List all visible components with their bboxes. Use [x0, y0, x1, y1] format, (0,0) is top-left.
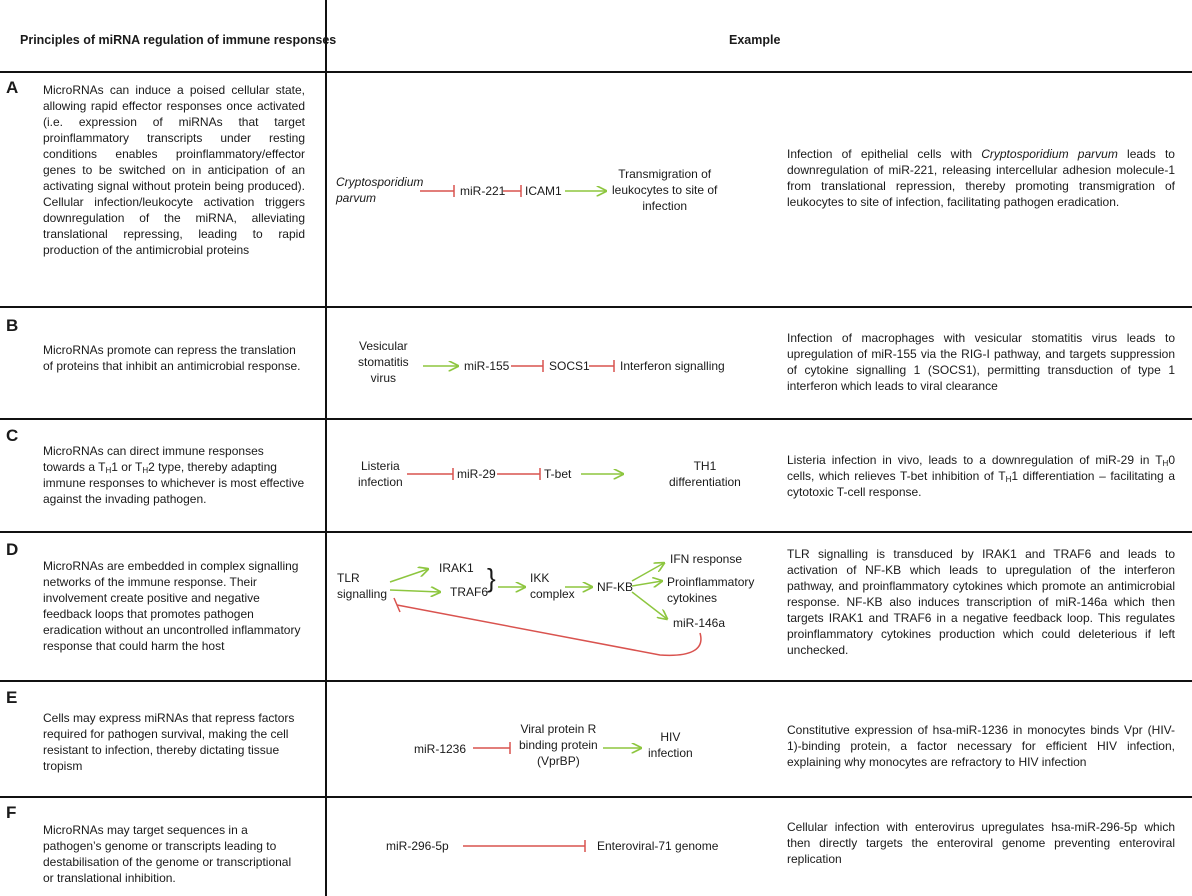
node-mir296: miR-296-5p: [386, 839, 449, 853]
example-a: Infection of epithelial cells with Cryptosporidium parvum leads to downregulation of miR-221, releasing intercellular adhesion molecule-1 from translational repression, thereby promoting transmigration of leukocytes to site of infection, facilitating pathogen eradication.: [787, 147, 1175, 209]
example-e: Constitutive expression of hsa-miR-1236 in monocytes binds Vpr (HIV-1)-binding protein, a factor necessary for efficient HIV infection, explaining why monocytes are refractory to HIV infection: [787, 723, 1175, 769]
node-transmigration: Transmigration of leukocytes to site of infection: [612, 167, 718, 213]
node-mir155: miR-155: [464, 359, 510, 373]
node-interferon-signalling: Interferon signalling: [620, 359, 725, 373]
node-cryptosporidium: Cryptosporidium parvum: [336, 175, 424, 205]
node-mir146a: miR-146a: [673, 616, 726, 630]
feedback-inhibit-arrow: [394, 598, 701, 655]
principle-b: MicroRNAs promote can repress the translation of proteins that inhibit an antimicrobial response.: [43, 343, 301, 373]
activate-arrow-d-pro: [632, 581, 662, 586]
node-icam1: ICAM1: [525, 184, 562, 198]
node-enteroviral-genome: Enteroviral-71 genome: [597, 839, 719, 853]
inhibit-arrow-e1: [473, 742, 510, 754]
brace-symbol: }: [487, 563, 496, 593]
node-traf6: TRAF6: [450, 585, 489, 599]
activate-arrow-d-ifn: [632, 563, 664, 581]
inhibit-arrow-c1: [407, 468, 453, 480]
node-vesicular-stomatitis-virus: Vesicular stomatitis virus: [358, 339, 409, 385]
row-letter-b: B: [6, 316, 19, 335]
header-example: Example: [729, 33, 781, 47]
activate-arrow-d-mir146a: [632, 592, 667, 619]
inhibit-arrow-a2: [503, 185, 521, 197]
node-tlr-signalling: TLR signalling: [337, 571, 388, 601]
node-irak1: IRAK1: [439, 561, 474, 575]
example-f: Cellular infection with enterovirus upregulates hsa-miR-296-5p which then directly targets the enteroviral genome preventing enteroviral replication: [787, 820, 1175, 866]
node-vprbp: Viral protein R binding protein (VprBP): [519, 722, 598, 768]
node-proinflammatory-cytokines: Proinflammatory cytokines: [667, 575, 755, 605]
inhibit-arrow-c2: [497, 468, 540, 480]
row-letter-a: A: [6, 78, 19, 97]
node-tbet: T-bet: [544, 467, 572, 481]
node-mir29: miR-29: [457, 467, 496, 481]
node-ifn-response: IFN response: [670, 552, 743, 566]
row-letter-f: F: [6, 803, 17, 822]
node-listeria-infection: Listeria infection: [358, 459, 403, 489]
principle-a: MicroRNAs can induce a poised cellular state, allowing rapid effector responses once activated (i.e. expression of miRNAs that target proinflammatory transcripts under resting conditions enables proinflammatory/effector genes to be switched on in anticipation of an activating signal without protein being produced). Cellular infection/leukocyte activation triggers downregulation of the miRNA, alleviating translational repressing, leading to rapid production of the antimicrobial proteins: [43, 83, 305, 257]
node-nfkb: NF-KB: [597, 580, 633, 594]
principle-c: MicroRNAs can direct immune responses towards a $T_H1$ or $T_H2$ type, thereby adapting immune responses to whichever is most effective against the invading pathogen.: [43, 444, 305, 506]
activate-arrow-d-tlr-traf6: [390, 590, 440, 592]
row-letter-e: E: [6, 688, 18, 707]
inhibit-arrow-b2: [589, 360, 614, 372]
inhibit-arrow-a1: [420, 185, 454, 197]
node-mir1236: miR-1236: [414, 742, 467, 756]
principle-e: Cells may express miRNAs that repress factors required for pathogen survival, making the cell resistant to infection, thereby dictating tissue tropism: [43, 711, 295, 773]
node-socs1: SOCS1: [549, 359, 590, 373]
header-principles: Principles of miRNA regulation of immune responses: [20, 33, 337, 47]
example-b: Infection of macrophages with vesicular stomatitis virus leads to upregulation of miR-155 via the RIG-I pathway, and targets suppression of cytokine signalling 1 (SOCS1), permitting transduction of type 1 interferon which leads to viral clearance: [787, 331, 1175, 393]
activate-arrow-d-tlr-irak1: [390, 569, 428, 582]
row-letter-c: C: [6, 426, 19, 445]
principle-f: MicroRNAs may target sequences in a pathogen’s genome or transcripts leading to destabilisation of the genome or transcriptional or translational inhibition.: [43, 823, 292, 885]
example-d: TLR signalling is transduced by IRAK1 and TRAF6 and leads to activation of NF-KB which leads to upregulation of the interferon pathway, and proinflammatory cytokines which promote an antimicrobial response. NF-KB also induces transcription of miR-146a which then targets IRAK1 and TRAF6 in a negative feedback loop. This regulates proinflammatory cytokines production which could deleterious if left unchecked.: [787, 547, 1175, 657]
example-c: Listeria infection in vivo, leads to a downregulation of miR-29 in $T_H0$ cells, which relieves T-bet inhibition of $T_H1$ differentiation – facilitating a cytotoxic T-cell response.: [787, 453, 1175, 499]
node-hiv-infection: HIV infection: [648, 730, 693, 760]
node-mir221: miR-221: [460, 184, 506, 198]
row-letter-d: D: [6, 540, 19, 559]
node-ikk-complex: IKK complex: [530, 571, 575, 601]
principle-d: MicroRNAs are embedded in complex signalling networks of the immune response. Their involvement create positive and negative feedback loops that promotes pathogen eradication without an uncontrolled inflammatory response that could harm the host: [43, 559, 301, 653]
inhibit-arrow-f1: [463, 840, 585, 852]
node-th1-differentiation: TH1 differentiation: [669, 459, 741, 489]
inhibit-arrow-b1: [511, 360, 543, 372]
